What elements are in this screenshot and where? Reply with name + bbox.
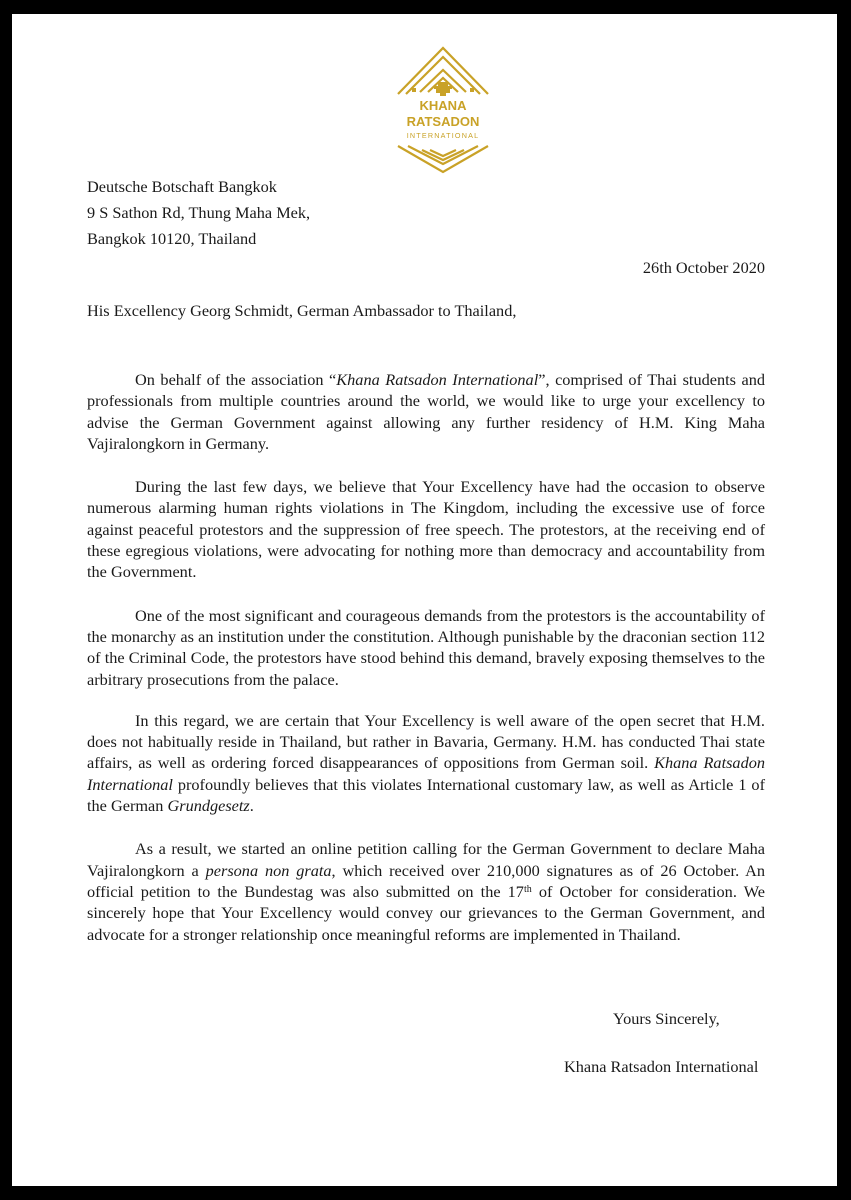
recipient-name: Deutsche Botschaft Bangkok [87,177,277,196]
letter-body [87,369,765,967]
paragraph-1 [87,369,765,454]
khana-ratsadon-logo [388,38,498,176]
logo-emblem-icon [388,38,498,176]
recipient-address [87,174,310,252]
salutation: His Excellency Georg Schmidt, German Ambassador to Thailand, [87,301,517,320]
closing: Yours Sincerely, [613,1009,720,1028]
recipient-street: 9 S Sathon Rd, Thung Maha Mek, [87,203,311,222]
paragraph-4-text-c: profoundly believes that this violates International customary law, as well as Article 1 of the German [87,774,765,816]
paragraph-4 [87,710,765,816]
paragraph-3: One of the most significant and courageous demands from the protestors is the accountability of the monarchy as an institution under the constitution. Although punishable by the draconian section 112 of the Criminal Code, the protestors have stood behind this demand, bravely exposing themselves to the arbitrary prosecutions from the palace. [87,605,765,689]
paragraph-5-persona-non-grata: persona non grata [205,860,332,880]
paragraph-5-text-a: As a result, we started an online petition calling for the German Government to declare Maha Vajiralongkorn a [87,839,765,880]
logo-line-khana: KHANA [419,98,467,113]
paragraph-5-text-c: , which received over 210,000 signatures as of 26 October. An official petition to the Bundestag was also submitted on the 17 [87,860,765,901]
letter-page [12,14,837,1186]
recipient-city: Bangkok 10120, Thailand [87,229,257,248]
paragraph-1-text-a: On behalf of the association “ [135,370,337,389]
paragraph-1-text-c: ”, comprised of Thai students and professionals from multiple countries around the world, we would like to urge your excellency to advise the German Government against allowing any further residency of H.M. King Maha Vajiralongkorn in Germany. [87,370,766,453]
paragraph-4-grundgesetz: Grundgesetz [167,796,250,816]
paragraph-4-text-e: . [249,796,254,816]
paragraph-5-ordinal-suffix: th [523,883,532,895]
logo-line-ratsadon: RATSADON [406,114,480,129]
paragraph-5 [87,838,765,944]
signature: Khana Ratsadon International [564,1057,759,1076]
paragraph-5-text-d: of October for consideration. We sincerely hope that Your Excellency would convey our grievances to the German Government, and advocate for a stronger relationship once meaningful reforms are implemented in Thailand. [87,881,765,944]
paragraph-2: During the last few days, we believe that Your Excellency have had the occasion to observe numerous alarming human rights violations in The Kingdom, including the excessive use of force against peaceful protestors and the suppression of free speech. The protestors, at the receiving end of these egregious violations, were advocating for nothing more than democracy and accountability from the Government. [87,477,765,582]
paragraph-4-association-name: Khana Ratsadon International [87,753,765,794]
paragraph-1-association-name: Khana Ratsadon International [336,370,539,389]
letter-date: 26th October 2020 [642,258,765,277]
logo-line-international: INTERNATIONAL [406,131,480,140]
paragraph-4-text-a: In this regard, we are certain that Your Excellency is well aware of the open secret that H.M. does not habitually reside in Thailand, but rather in Bavaria, Germany. H.M. has conducted Thai state affairs, as well as ordering forced disappearances of oppositions from German soil. [87,710,765,773]
